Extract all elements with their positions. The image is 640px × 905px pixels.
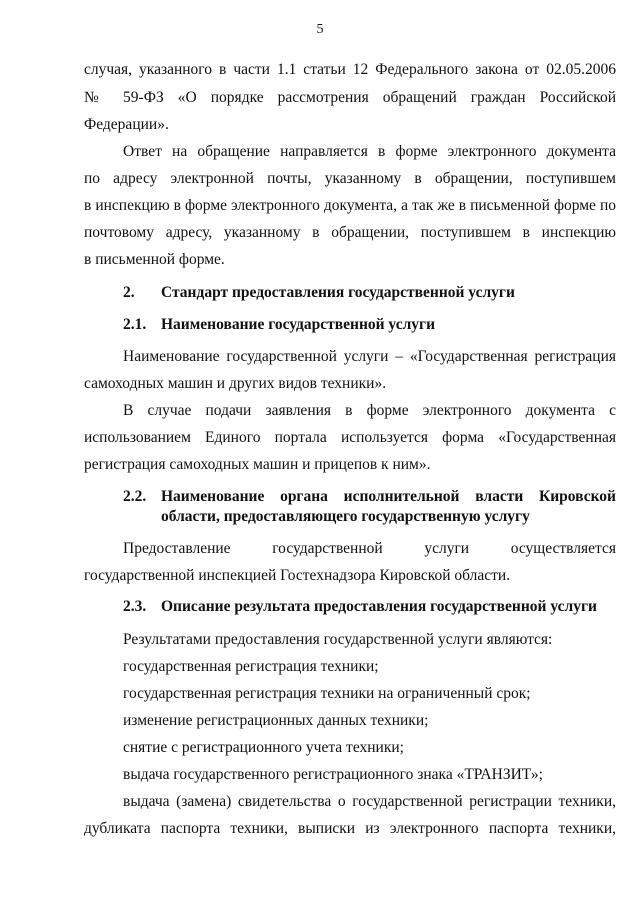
list-item: снятие с регистрационного учета техники; bbox=[123, 739, 404, 756]
section-number: 2.1. bbox=[123, 316, 147, 333]
text-line: почтовому адресу, указанному в обращении, поступившем в инспекцию bbox=[84, 224, 616, 241]
text-line: Ответ на обращение направляется в форме электронного документа bbox=[123, 143, 616, 160]
page-number: 5 bbox=[316, 22, 324, 37]
text-line: по адресу электронной почты, указанному в обращении, поступившем bbox=[84, 170, 616, 187]
section-heading: Описание результата предоставления государственной услуги bbox=[161, 598, 597, 615]
section-heading: Наименование органа исполнительной власти Кировской bbox=[161, 488, 616, 505]
text-line: в письменной форме. bbox=[84, 251, 225, 268]
section-heading: Стандарт предоставления государственной услуги bbox=[161, 284, 515, 301]
list-item: выдача (замена) свидетельства о государственной регистрации техники, bbox=[123, 793, 616, 810]
text-line: № 59-ФЗ «О порядке рассмотрения обращений граждан Российской bbox=[84, 89, 616, 106]
text-line: Наименование государственной услуги – «Государственная регистрация bbox=[123, 348, 616, 365]
text-line: самоходных машин и других видов техники». bbox=[84, 375, 387, 392]
text-line: регистрация самоходных машин и прицепов к ним». bbox=[84, 456, 431, 473]
text-line: государственной инспекцией Гостехнадзора Кировской области. bbox=[84, 567, 511, 584]
text-line: в инспекцию в форме электронного документа, а так же в письменной форме по bbox=[84, 197, 616, 214]
list-item: изменение регистрационных данных техники; bbox=[123, 712, 429, 729]
text-line: дубликата паспорта техники, выписки из электронного паспорта техники, bbox=[84, 820, 616, 837]
text-line: Федерации». bbox=[84, 116, 169, 133]
section-heading-continued: области, предоставляющего государственную услугу bbox=[161, 508, 530, 525]
text-line: Предоставление государственной услуги осуществляется bbox=[123, 540, 616, 557]
section-number: 2. bbox=[123, 284, 135, 301]
section-heading: Наименование государственной услуги bbox=[161, 316, 435, 333]
text-line: использованием Единого портала используется форма «Государственная bbox=[84, 429, 616, 446]
section-number: 2.3. bbox=[123, 598, 147, 615]
text-line: Результатами предоставления государственной услуги являются: bbox=[123, 631, 553, 648]
text-line: случая, указанного в части 1.1 статьи 12 Федерального закона от 02.05.2006 bbox=[84, 61, 616, 78]
list-item: государственная регистрация техники; bbox=[123, 658, 379, 675]
section-number: 2.2. bbox=[123, 488, 147, 505]
text-line: В случае подачи заявления в форме электронного документа с bbox=[123, 402, 616, 419]
list-item: выдача государственного регистрационного знака «ТРАНЗИТ»; bbox=[123, 766, 543, 783]
list-item: государственная регистрация техники на ограниченный срок; bbox=[123, 685, 531, 702]
